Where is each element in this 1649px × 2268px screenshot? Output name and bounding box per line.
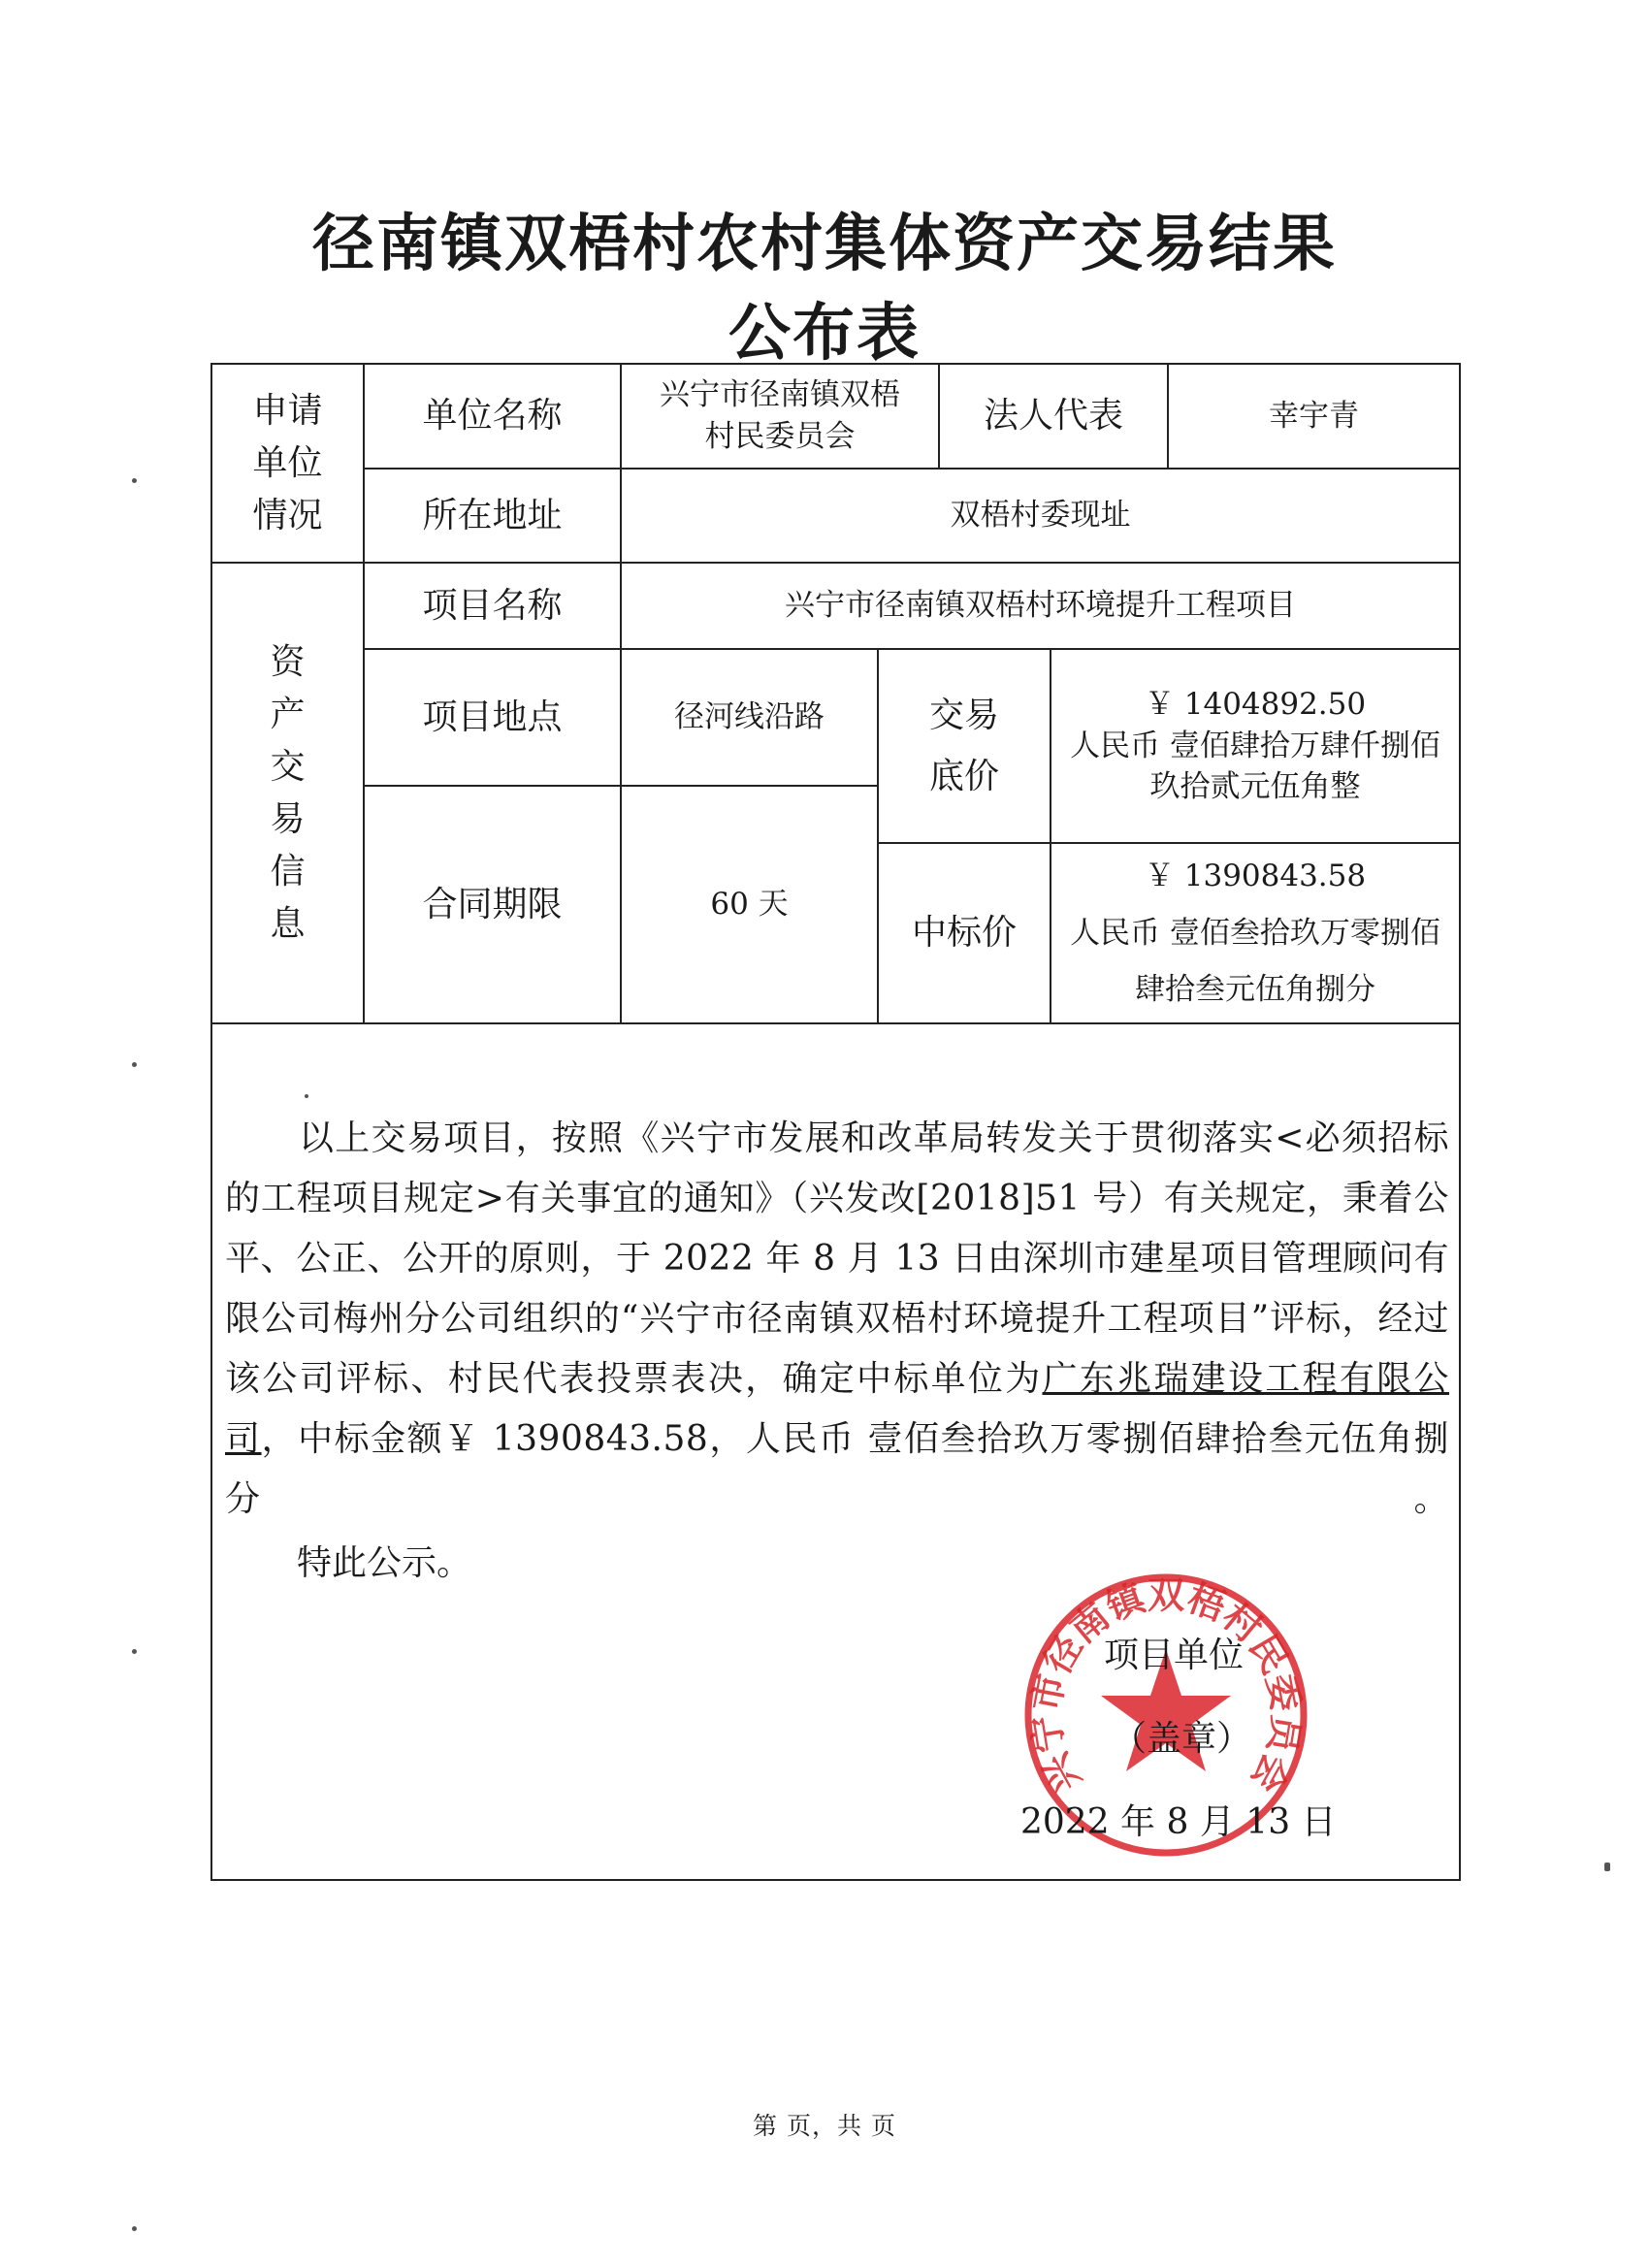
scan-speck [132,1062,137,1067]
reserve-price-amount: ￥ 1404892.50 [1144,686,1367,722]
winning-price-amount: ￥ 1390843.58 [1144,858,1367,893]
reserve-price-label: 交易底价 [928,696,999,796]
document-subtitle: 公布表 [728,298,921,370]
scan-speck [132,2226,137,2231]
unit-name-value: 兴宁市径南镇双梧村民委员会 [660,377,900,454]
scan-speck [132,1649,137,1654]
announcement-paragraph: 以上交易项目，按照《兴宁市发展和改革局转发关于贯彻落实<必须招标的工程项目规定>有关事宜的通知》（兴发改[2018]51 号）有关规定，秉着公平、公正、公开的原则，于 2022 年 8 月 13 日由深圳市建星项目管理顾问有限公司梅州分公司组织的“兴宁市径南镇双梧村环境提升工程项目”评标，经过该公司评标、村民代表投票表决，确定中标单位为广东兆瑞建设工程有限公司，中标金额￥ 1390843.58，人民币 壹佰叁拾玖万零捌佰肆拾叁元伍角捌分。 [225,1118,1449,1519]
document-title: 径南镇双梧村农村集体资产交易结果 [312,209,1337,280]
applicant-section-label: 申请 单位 情况 [252,390,323,535]
page-footer: 第 页，共 页 [753,2112,896,2140]
scan-speck [1604,1863,1610,1871]
legal-rep-value: 幸宇青 [1269,398,1359,434]
address-label: 所在地址 [422,495,563,535]
reserve-price-value [1051,650,1459,842]
contract-period-value: 60 天 [710,887,789,923]
legal-rep-label: 法人代表 [983,396,1123,437]
winning-price-value [1051,844,1459,1022]
signature-seal-note: （盖章） [1112,1719,1252,1759]
signature-date: 2022 年 8 月 13 日 [1020,1802,1337,1842]
signature-unit: 项目单位 [1104,1636,1245,1675]
winning-price-words: 人民币 壹佰叁拾玖万零捌佰肆拾叁元伍角捌分 [1070,915,1440,1008]
transaction-section-label: 资 产 交 易 信 息 [270,641,306,944]
project-location-label: 项目地点 [422,697,563,737]
project-location-value: 径河线沿路 [674,699,824,735]
unit-name-label: 单位名称 [422,396,563,437]
contract-period-label: 合同期限 [422,884,563,924]
scan-speck [305,1094,308,1098]
scan-speck [132,478,137,483]
reserve-price-words: 人民币 壹佰肆拾万肆仟捌佰玖拾贰元伍角整 [1070,728,1440,805]
address-value: 双梧村委现址 [950,498,1131,534]
project-name-label: 项目名称 [422,585,563,626]
winning-price-label: 中标价 [911,913,1017,954]
seal-text: 兴宁市径南镇双梧村民委员会 [1023,1573,1309,1799]
project-name-value: 兴宁市径南镇双梧村环境提升工程项目 [785,588,1296,624]
winning-bidder: 广东兆瑞建设工程有限公司 [225,1359,1449,1459]
notice-text: 特此公示。 [297,1543,472,1583]
